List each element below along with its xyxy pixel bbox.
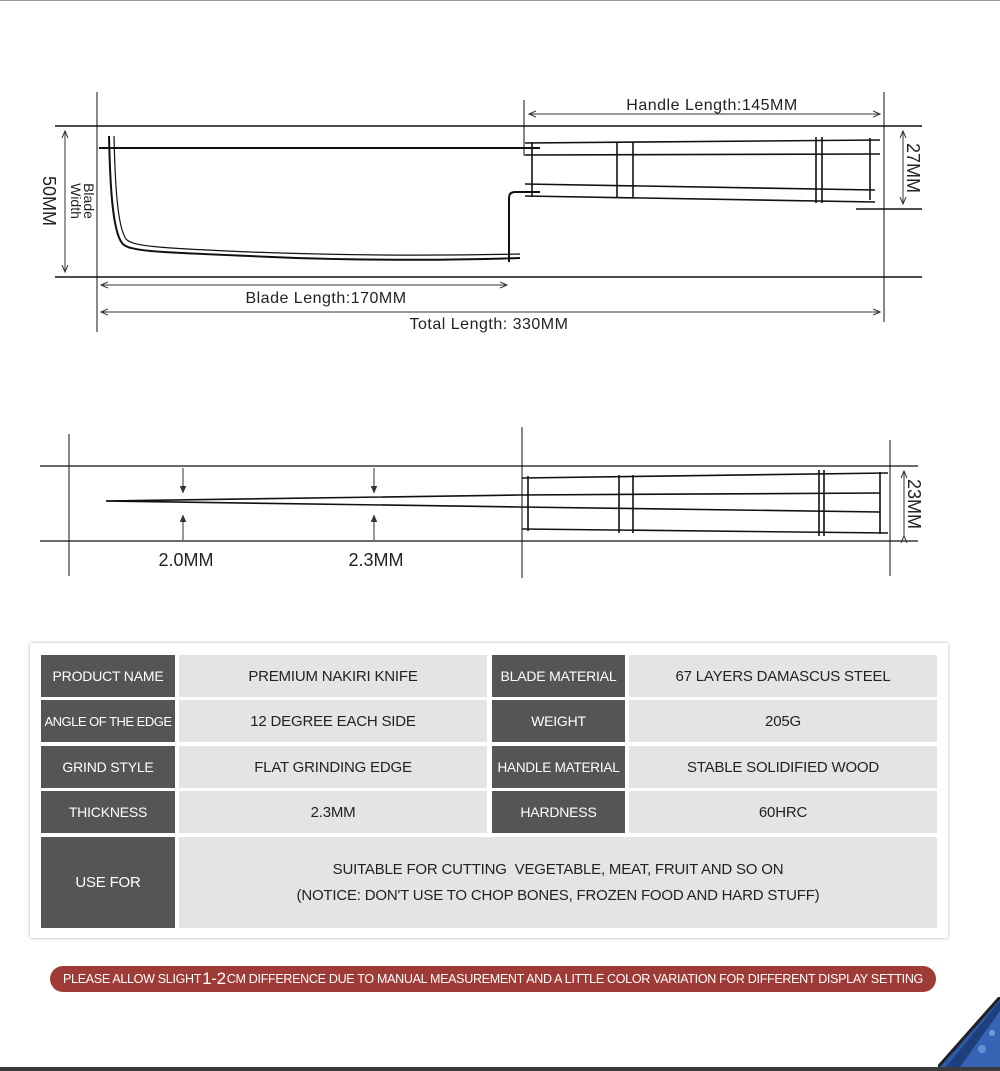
weight-value: 205G: [629, 700, 937, 742]
tip-thickness-label: 2.0MM: [158, 550, 214, 570]
blade-profile-bottom: [106, 501, 880, 512]
spine-thickness-label: 2.3MM: [348, 550, 404, 570]
weight-label: WEIGHT: [492, 700, 625, 742]
product-name-value: PREMIUM NAKIRI KNIFE: [179, 655, 487, 697]
spec-table: [30, 643, 948, 938]
knife-top-view-diagram: [0, 80, 1000, 340]
notice-highlight: 1-2: [202, 969, 226, 988]
grind-style-label: GRIND STYLE: [41, 746, 175, 788]
bolster: [509, 192, 540, 262]
notice-text-1: PLEASE ALLOW SLIGHT: [63, 972, 202, 986]
product-name-label: PRODUCT NAME: [41, 655, 175, 697]
thickness-value: 2.3MM: [179, 791, 487, 833]
notice-text-2: CM DIFFERENCE DUE TO MANUAL MEASUREMENT AND A LITTLE COLOR VARIATION FOR DIFFERENT DISPLAY SETTING: [226, 972, 923, 986]
hardness-value: 60HRC: [629, 791, 937, 833]
angle-value: 12 DEGREE EACH SIDE: [179, 700, 487, 742]
handle-width-value: 27MM: [903, 142, 923, 194]
blade-width-label-2: Width: [68, 183, 84, 219]
total-length-label: Total Length: 330MM: [409, 316, 569, 333]
hardness-label: HARDNESS: [492, 791, 625, 833]
blade-material-label: BLADE MATERIAL: [492, 655, 625, 697]
blade-material-value: 67 LAYERS DAMASCUS STEEL: [629, 655, 937, 697]
handle-material-value: STABLE SOLIDIFIED WOOD: [629, 746, 937, 788]
use-for-line-1: SUITABLE FOR CUTTING VEGETABLE, MEAT, FRUIT AND SO ON: [332, 860, 784, 878]
use-for-line-2: (NOTICE: DON'T USE TO CHOP BONES, FROZEN FOOD AND HARD STUFF): [296, 886, 820, 904]
handle-material-label: HANDLE MATERIAL: [492, 746, 625, 788]
handle-thickness-label: 23MM: [904, 478, 924, 530]
use-for-label: USE FOR: [41, 837, 175, 928]
blade-profile-top: [106, 493, 880, 501]
knife-side-view-diagram: [0, 425, 1000, 585]
bottom-border: [0, 1067, 1000, 1071]
top-border: [0, 0, 1000, 1]
handle-top-line: [525, 140, 880, 143]
handle-length-label: Handle Length:145MM: [626, 97, 798, 114]
angle-label: ANGLE OF THE EDGE: [41, 700, 175, 742]
grind-style-value: FLAT GRINDING EDGE: [179, 746, 487, 788]
thickness-label: THICKNESS: [41, 791, 175, 833]
blade-width-label-1: Blade: [81, 183, 97, 219]
measurement-notice-banner: [50, 966, 936, 992]
use-for-value: [179, 837, 937, 928]
knife-corner-decoration: [938, 997, 1000, 1067]
blade-width-value: 50MM: [39, 175, 59, 227]
blade-outline: [109, 136, 520, 260]
blade-length-label: Blade Length:170MM: [245, 290, 407, 307]
